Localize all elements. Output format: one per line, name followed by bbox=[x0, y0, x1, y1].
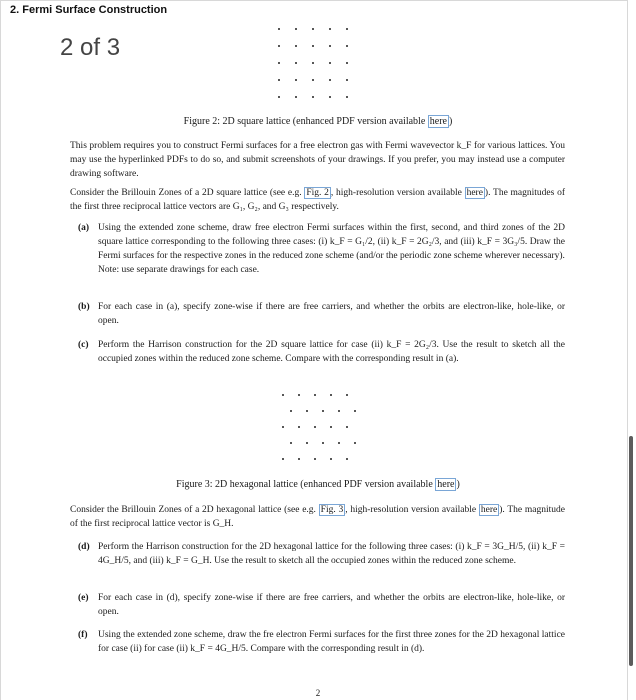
lattice-point bbox=[314, 426, 316, 428]
item-c bbox=[78, 338, 565, 366]
square-lattice-figure[interactable] bbox=[278, 28, 358, 108]
lattice-point bbox=[314, 458, 316, 460]
document-title: 2. Fermi Surface Construction bbox=[10, 4, 168, 16]
lattice-point bbox=[346, 79, 348, 81]
item-c-text: Perform the Harrison construction for the 2D square lattice for case (ii) k_F = 2G₂/3. Use the result to sketch all the occupied zones within the reduced zone scheme. Compare with the corresponding result in (a). bbox=[98, 340, 565, 364]
item-a bbox=[78, 221, 565, 277]
figure-2-caption-text: Figure 2: 2D square lattice (enhanced PDF version available bbox=[183, 116, 428, 127]
lattice-point bbox=[278, 96, 280, 98]
hexagonal-lattice-paragraph bbox=[70, 503, 565, 531]
figure-2-caption bbox=[0, 116, 636, 127]
lattice-point bbox=[298, 458, 300, 460]
lattice-point bbox=[329, 62, 331, 64]
square-paragraph-lead: Consider the Brillouin Zones of a 2D square lattice (see e.g. bbox=[70, 188, 305, 198]
lattice-point bbox=[282, 426, 284, 428]
figure-3-caption bbox=[0, 479, 636, 490]
hex-paragraph-lead: Consider the Brillouin Zones of a 2D hexagonal lattice (see e.g. bbox=[70, 505, 319, 515]
lattice-point bbox=[329, 79, 331, 81]
item-b-label: (b) bbox=[78, 302, 90, 312]
lattice-point bbox=[314, 394, 316, 396]
lattice-point bbox=[330, 394, 332, 396]
lattice-point bbox=[346, 96, 348, 98]
lattice-point bbox=[329, 96, 331, 98]
intro-paragraph: This problem requires you to construct Fermi surfaces for a free electron gas with Fermi wavevector k_F for various lattices. You may use the hyperlinked PDFs to do so, and submit screenshots of your drawings. If you prefer, you may instead use a computer drawing software. bbox=[70, 141, 565, 179]
item-c-label: (c) bbox=[78, 340, 89, 350]
item-f-label: (f) bbox=[78, 630, 88, 640]
item-d bbox=[78, 540, 565, 568]
lattice-point bbox=[278, 62, 280, 64]
lattice-point bbox=[354, 442, 356, 444]
lattice-point bbox=[306, 442, 308, 444]
hexagonal-lattice-figure[interactable] bbox=[282, 394, 362, 474]
lattice-point bbox=[278, 79, 280, 81]
lattice-point bbox=[338, 410, 340, 412]
item-a-label: (a) bbox=[78, 223, 90, 233]
square-hires-here-link[interactable]: here bbox=[466, 188, 483, 198]
lattice-point bbox=[295, 96, 297, 98]
lattice-point bbox=[346, 62, 348, 64]
lattice-point bbox=[312, 79, 314, 81]
item-e-text: For each case in (d), specify zone-wise if there are free carriers, and whether the orbits are electron-like, hole-like, or open. bbox=[98, 593, 565, 617]
square-paragraph-mid: , high-resolution version available bbox=[330, 188, 465, 198]
lattice-point bbox=[354, 410, 356, 412]
lattice-point bbox=[330, 458, 332, 460]
item-e bbox=[78, 591, 565, 619]
lattice-point bbox=[298, 426, 300, 428]
lattice-point bbox=[322, 442, 324, 444]
lattice-point bbox=[278, 45, 280, 47]
lattice-point bbox=[322, 410, 324, 412]
lattice-point bbox=[306, 410, 308, 412]
hex-paragraph-tail: ). The magnitude of the first reciprocal lattice vector is G_H. bbox=[70, 505, 565, 529]
lattice-point bbox=[329, 28, 331, 30]
vertical-scrollbar-thumb[interactable] bbox=[629, 436, 633, 666]
lattice-point bbox=[295, 79, 297, 81]
figure-3-caption-text: Figure 3: 2D hexagonal lattice (enhanced PDF version available bbox=[176, 479, 436, 490]
square-lattice-paragraph bbox=[70, 186, 565, 214]
item-f bbox=[78, 628, 565, 656]
top-rule bbox=[0, 0, 628, 1]
item-a-note: Note: use separate drawings for each case. bbox=[98, 265, 260, 275]
lattice-point bbox=[282, 394, 284, 396]
figure-3-caption-close: ) bbox=[456, 479, 460, 490]
figure-3-here-link[interactable]: here bbox=[437, 479, 455, 490]
fig-2-link[interactable]: Fig. 2 bbox=[306, 188, 329, 198]
lattice-point bbox=[346, 426, 348, 428]
lattice-point bbox=[290, 410, 292, 412]
hex-paragraph-mid: , high-resolution version available bbox=[345, 505, 479, 515]
lattice-point bbox=[290, 442, 292, 444]
lattice-point bbox=[346, 28, 348, 30]
figure-2-caption-close: ) bbox=[448, 116, 453, 127]
item-f-text: Using the extended zone scheme, draw the fre electron Fermi surfaces for the first three zones for the 2D hexagonal lattice for case (ii) for case (ii) k_F = 4G_H/5. Compare with the corresponding result in (d). bbox=[98, 630, 565, 654]
page-indicator: 2 of 3 bbox=[60, 34, 121, 61]
fig-3-link[interactable]: Fig. 3 bbox=[320, 505, 344, 515]
lattice-point bbox=[338, 442, 340, 444]
item-b-text: For each case in (a), specify zone-wise if there are free carriers, and whether the orbits are electron-like, hole-like, or open. bbox=[98, 302, 565, 326]
hex-hires-here-link[interactable]: here bbox=[480, 505, 498, 515]
lattice-point bbox=[312, 96, 314, 98]
lattice-point bbox=[298, 394, 300, 396]
square-paragraph-tail: ). The magnitudes of the first three reciprocal lattice vectors are G₁, G₂, and G₃ respectively. bbox=[70, 188, 565, 212]
item-e-label: (e) bbox=[78, 593, 89, 603]
lattice-point bbox=[329, 45, 331, 47]
item-a-text: Using the extended zone scheme, draw free electron Fermi surfaces within the first, second, and third zones of the 2D square lattice corresponding to the following three cases: (i) k_F = G₁/2, (ii) k_F = 2G₂/3, and (iii) k_F = 3G₃/5. Draw the Fermi surfaces for the respective zones in the reduced zone scheme (and/or the periodic zone scheme wherever necessary). bbox=[98, 223, 565, 261]
item-d-text: Perform the Harrison construction for the 2D hexagonal lattice for the following three cases: (i) k_F = 3G_H/5, (ii) k_F = 4G_H/5, and (iii) k_F = G_H. Use the result to sketch all the occupied zones within the reduced zone scheme. bbox=[98, 542, 565, 566]
lattice-point bbox=[312, 28, 314, 30]
lattice-point bbox=[312, 45, 314, 47]
lattice-point bbox=[312, 62, 314, 64]
lattice-point bbox=[346, 458, 348, 460]
lattice-point bbox=[295, 62, 297, 64]
lattice-point bbox=[278, 28, 280, 30]
lattice-point bbox=[295, 28, 297, 30]
lattice-point bbox=[295, 45, 297, 47]
figure-2-here-link[interactable]: here bbox=[429, 116, 447, 127]
lattice-point bbox=[282, 458, 284, 460]
lattice-point bbox=[330, 426, 332, 428]
page-number: 2 bbox=[315, 688, 321, 698]
lattice-point bbox=[346, 45, 348, 47]
lattice-point bbox=[346, 394, 348, 396]
item-b bbox=[78, 300, 565, 328]
item-d-label: (d) bbox=[78, 542, 90, 552]
